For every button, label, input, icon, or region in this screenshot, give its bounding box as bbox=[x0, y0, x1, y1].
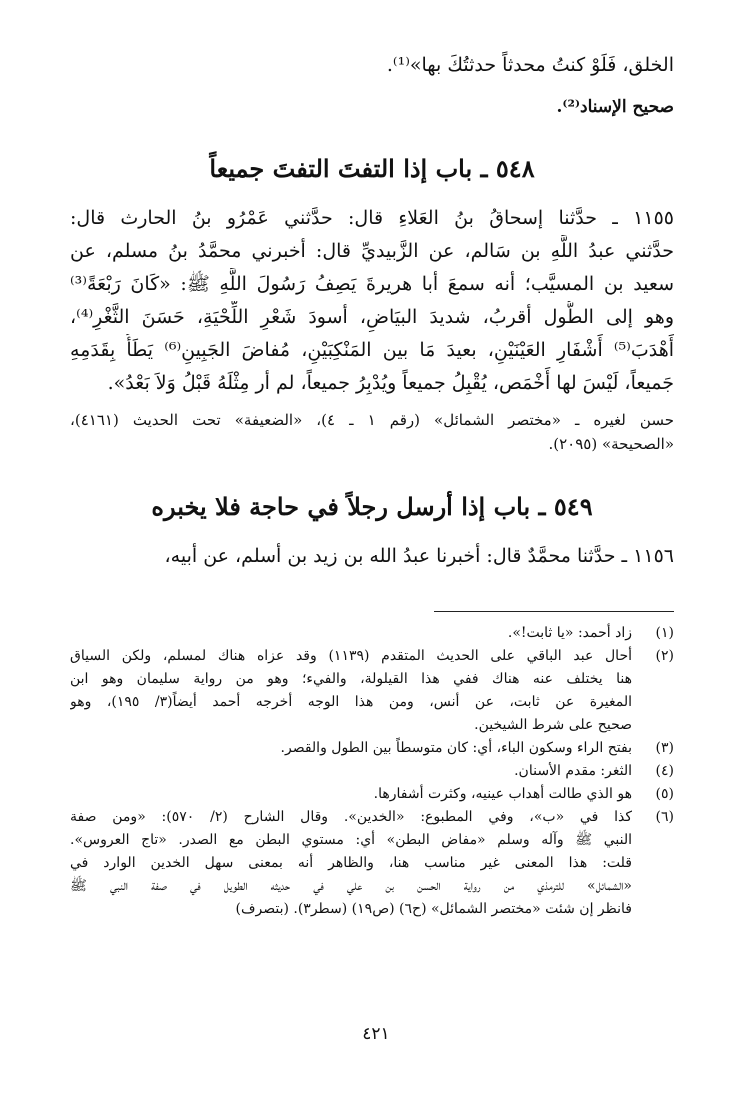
footnote-2 bbox=[70, 645, 674, 737]
hadith-1155 bbox=[70, 202, 674, 400]
footnote-number: (٤) bbox=[655, 763, 674, 779]
intro-text bbox=[70, 48, 674, 124]
footnote-number: (٣) bbox=[655, 740, 674, 756]
footnote-line: أحال عبد الباقي على الحديث المتقدم (١١٣٩) وقد عزاه هناك لمسلم، ولكن السياق bbox=[70, 648, 632, 664]
grading-line: حسن لغيره ـ «مختصر الشمائل» (رقم ١ ـ ٤)، «الضعيفة» تحت الحديث (٤١٦١)، bbox=[70, 411, 674, 429]
grading-line: «الصحيحة» (٢٠٩٥). bbox=[548, 435, 674, 453]
footnote-separator bbox=[434, 611, 674, 612]
intro-grade: صحيح الإسناد⁽²⁾. bbox=[556, 97, 674, 117]
footnote-line: زاد أحمد: «يا ثابت!». bbox=[507, 625, 632, 641]
footnote-line: هنا يختلف عنه هناك ففي هذا القيلولة، والفيء؛ وهو من رواية سليمان وهو ابن bbox=[70, 671, 632, 687]
hadith-line: وهو إلى الطُّول أقربُ، شديدَ البيَاضِ، أسودَ شَعْرِ اللِّحْيَةِ، حَسَنَ الثَّغْرِ⁽⁴⁾، bbox=[70, 306, 674, 328]
hadith-line: جَميعاً، لَيْسَ لها أَخْمَص، يُقْبِلُ جميعاً ويُدْبِرُ جميعاً، لم أر مِثْلَهُ قَبْلُ وَلاَ بَعْدُ». bbox=[107, 372, 674, 394]
footnote-line: المغيرة عن ثابت، عن أنس، ومن هذا الوجه أخرجه أحمد أيضاً(٣/ ١٩٥)، وهو bbox=[70, 694, 632, 710]
intro-line: الخلق، فَلَوْ كنتُ محدثاً حدثتُكَ بها»⁽¹⁾. bbox=[386, 54, 674, 76]
hadith-line: ١١٥٥ ـ حدَّثنا إسحاقُ بنُ العَلاءِ قال: حدَّثني عَمْرُو بنُ الحارث قال: bbox=[70, 207, 674, 229]
hadith-1156 bbox=[70, 540, 674, 573]
footnote-line: بفتح الراء وسكون الباء، أي: كان متوسطاً بين الطول والقصر. bbox=[280, 740, 632, 756]
footnote-3 bbox=[70, 737, 674, 760]
footnote-line: الثغر: مقدم الأسنان. bbox=[514, 763, 632, 779]
hadith-1155-grading bbox=[70, 408, 674, 456]
footnote-number: (١) bbox=[655, 625, 674, 641]
footnote-6 bbox=[70, 806, 674, 921]
chapter-heading-549: ٥٤٩ ـ باب إذا أرسل رجلاً في حاجة فلا يخبره bbox=[151, 492, 593, 521]
footnote-line: النبي ﷺ وآله وسلم «مفاض البطن» أي: مستوي البطن مع الصدر. «تاج العروس». bbox=[70, 832, 632, 848]
footnote-line: هو الذي طالت أهداب عينيه، وكثرت أشفارها. bbox=[373, 786, 632, 802]
footnote-number: (٥) bbox=[655, 786, 674, 802]
hadith-line: حدَّثني عبدُ اللَّهِ بن سَالم، عن الزَّبيديِّ قال: أخبرني محمَّدُ بنُ مسلم، عن bbox=[70, 240, 674, 262]
footnote-1 bbox=[70, 622, 674, 645]
footnote-line: كذا في «ب»، وفي المطبوع: «الخدين». وقال الشارح (٢/ ٥٧٠): «ومن صفة bbox=[70, 809, 632, 825]
page-number: ٤٢١ bbox=[362, 1024, 390, 1044]
footnote-number: (٦) bbox=[655, 809, 674, 825]
footnote-line: قلت: هذا المعنى غير مناسب هنا، والظاهر أنه بمعنى سهل الخدين الوارد في bbox=[70, 855, 632, 871]
hadith-line: سعيد بن المسيَّب؛ أنه سمعَ أبا هريرةَ يَصِفُ رَسُولَ اللَّهِ ﷺ: «كَانَ رَبْعَةً⁽³⁾ bbox=[70, 273, 674, 295]
footnote-line: صحيح على شرط الشيخين. bbox=[474, 717, 632, 733]
footnote-number: (٢) bbox=[655, 648, 674, 664]
hadith-line: أَهْدَبَ⁽⁵⁾ أَشْفَارِ العَيْنَيْنِ، بعيدَ مَا بين المَنْكِبَيْنِ، مُفاضَ الجَبِينِ⁽⁶⁾ يَطَأُ بِقَدَمِهِ bbox=[70, 339, 674, 361]
footnote-line: فانظر إن شئت «مختصر الشمائل» (ح٦) (ص١٩) (سطر٣). (بتصرف) bbox=[235, 901, 632, 917]
footnote-5 bbox=[70, 783, 674, 806]
footnote-line: «الشمائل» للترمذي من رواية الحسن بن علي في حديثه الطويل في صفة النبي ﷺ bbox=[70, 878, 632, 894]
hadith-line: ١١٥٦ ـ حدَّثنا محمَّدٌ قال: أخبرنا عبدُ الله بن زيد بن أسلم، عن أبيه، bbox=[164, 545, 674, 567]
footnote-4 bbox=[70, 760, 674, 783]
footnotes bbox=[70, 622, 674, 921]
chapter-heading-548: ٥٤٨ ـ باب إذا التفتَ التفتَ جميعاً bbox=[209, 154, 535, 183]
